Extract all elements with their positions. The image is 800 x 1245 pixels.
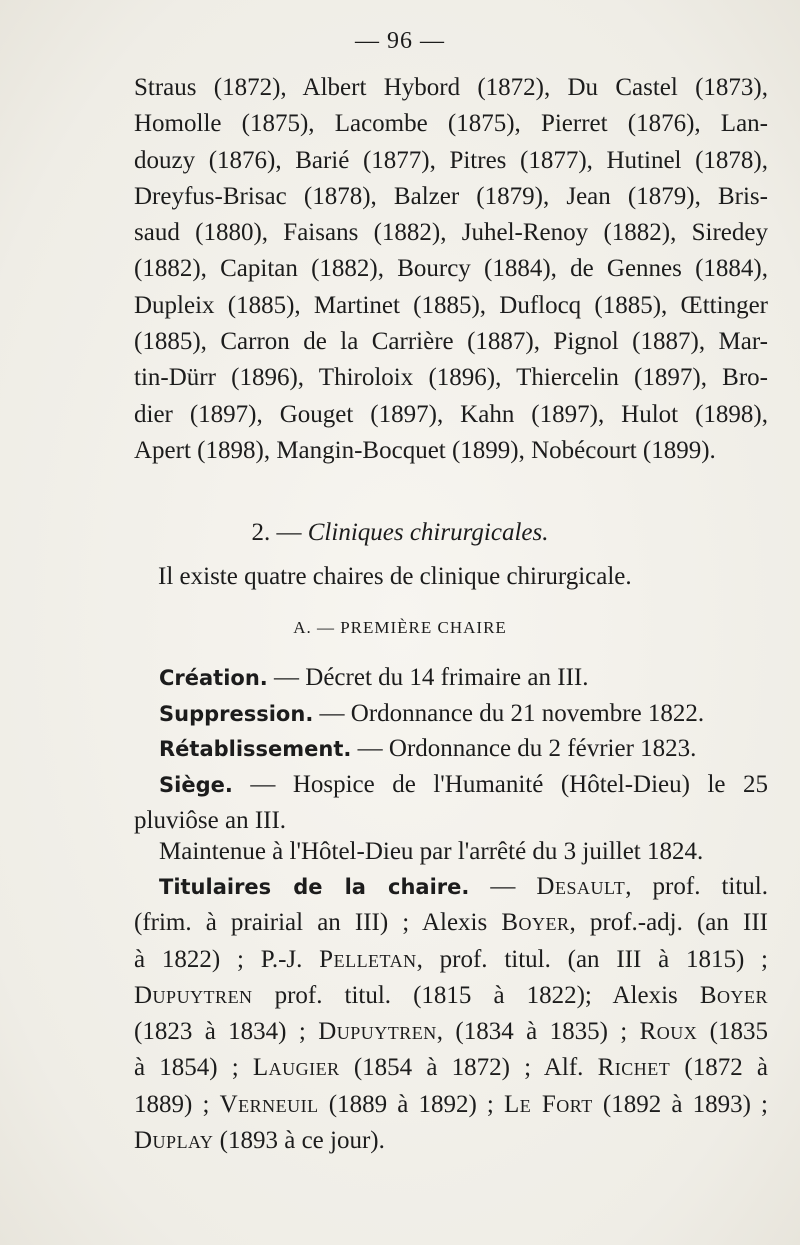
section-heading: [0, 519, 800, 547]
section-number: 2. —: [251, 519, 308, 546]
person-name: Le Fort: [504, 1090, 593, 1118]
person-name: Boyer: [699, 981, 768, 1009]
section-intro: Il existe quatre chaires de clinique chirurgicale.: [158, 563, 632, 590]
retablissement-text: — Ordonnance du 2 février 1823.: [351, 735, 697, 762]
creation-text: — Décret du 14 frimaire an III.: [267, 664, 589, 691]
person-name: Duplay: [134, 1127, 214, 1155]
person-name: Pelletan: [319, 945, 417, 973]
text-line: douzy (1876), Barié (1877), Pitres (1877), Hutinel (1878),: [134, 146, 768, 174]
text-line: (1882), Capitan (1882), Bourcy (1884), de Gennes (1884),: [134, 255, 768, 283]
section-title: Cliniques chirurgicales.: [307, 519, 549, 546]
siege-label: Siège.: [159, 773, 233, 797]
creation-label: Création.: [159, 666, 268, 690]
person-name: Richet: [597, 1054, 671, 1082]
text-line: Homolle (1875), Lacombe (1875), Pierret (1876), Lan-: [134, 110, 768, 138]
person-name: Verneuil: [219, 1090, 319, 1118]
person-name: Dupuytren: [134, 981, 253, 1009]
siege-entry: [134, 767, 768, 840]
retablissement-entry: [134, 731, 768, 767]
siege-text: — Hospice de l'Humanité (Hôtel-Dieu) le 25: [232, 771, 768, 798]
suppression-label: Suppression.: [159, 702, 314, 726]
text-line: Dupleix (1885), Martinet (1885), Duflocq (1885), Œttinger: [134, 291, 768, 319]
text-line: Straus (1872), Albert Hybord (1872), Du Castel (1873),: [134, 74, 768, 101]
person-name: Laugier: [252, 1054, 340, 1082]
person-name: Dupuytren: [318, 1018, 437, 1046]
person-name: Roux: [639, 1018, 698, 1046]
person-name: Desault: [536, 873, 626, 900]
titulaires-label: Titulaires de la chaire.: [159, 875, 470, 899]
person-name: Boyer: [501, 909, 570, 937]
text-line: tin-Dürr (1896), Thiroloix (1896), Thiercelin (1897), Bro-: [134, 364, 768, 392]
suppression-text: — Ordonnance du 21 novembre 1822.: [313, 700, 705, 727]
maintenue-text: Maintenue à l'Hôtel-Dieu par l'arrêté du 3 juillet 1824.: [159, 838, 704, 865]
creation-entry: [134, 660, 768, 696]
siege-text-continued: pluviôse an III.: [134, 807, 287, 835]
continuation-paragraph: [134, 70, 768, 469]
text-line: Dreyfus-Brisac (1878), Balzer (1879), Jean (1879), Bris-: [134, 182, 768, 210]
text-line: Apert (1898), Mangin-Bocquet (1899), Nobécourt (1899).: [134, 436, 716, 464]
text-line: saud (1880), Faisans (1882), Juhel-Renoy (1882), Siredey: [134, 219, 768, 247]
text-line: dier (1897), Gouget (1897), Kahn (1897), Hulot (1898),: [134, 400, 768, 428]
page-number: — 96 —: [355, 28, 445, 54]
text-line: (1885), Carron de la Carrière (1887), Pignol (1887), Mar-: [134, 328, 768, 356]
retablissement-label: Rétablissement.: [159, 737, 352, 761]
maintenue-entry: [134, 834, 768, 870]
suppression-entry: [134, 696, 768, 732]
titulaires-entry: Titulaires de la chaire. — Desault, prof. titul. (frim. à prairial an III) ; Alexis Boyer, prof.-adj. (an III à 1822) ; P.-J. Pelletan, prof. titul. (an III à 1815) ; Dupuytren prof. titul. (1815 à 1822); Alexis Boyer (1823 à 1834) ; Dupuytren, (1834 à 1835) ; Roux (1835 à 1854) ; Laugier (1854 à 1872) ; Alf. Richet (1872 à 1889) ; Verneuil (1889 à 1892) ; Le Fort (1892 à 1893) ; Duplay (1893 à ce jour).: [134, 873, 768, 1155]
subheading: A. — PREMIÈRE CHAIRE: [293, 618, 507, 637]
